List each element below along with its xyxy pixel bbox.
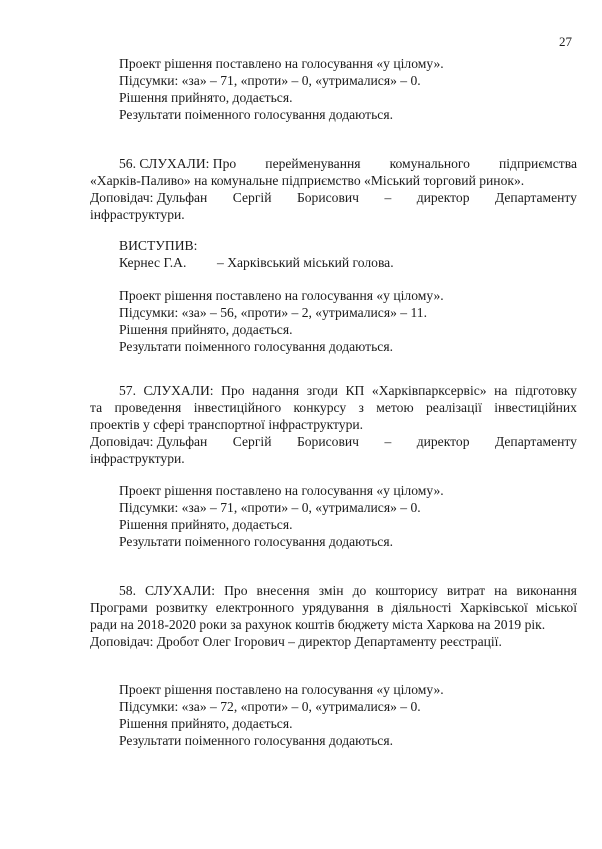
speaker-role: – Харківський міський голова.	[217, 255, 394, 270]
word: витрат	[446, 583, 486, 598]
word: 58.	[119, 583, 136, 598]
word: реалізації	[425, 400, 482, 415]
word: міської	[535, 600, 577, 615]
word: Про	[221, 383, 245, 398]
vote-line: Рішення прийнято, додається.	[119, 517, 293, 532]
word: директор	[416, 434, 470, 449]
vote-line: Проект рішення поставлено на голосування «у цілому».	[119, 56, 444, 71]
word: Доповідач: Дульфан	[90, 434, 208, 449]
word: в	[376, 600, 384, 615]
speaker-line	[90, 189, 577, 206]
vote-line: Підсумки: «за» – 71, «проти» – 0, «утрималися» – 0.	[119, 500, 421, 515]
word: Програми	[90, 600, 148, 615]
speaker-line	[90, 433, 577, 450]
vote-line: Підсумки: «за» – 56, «проти» – 2, «утрималися» – 11.	[119, 305, 427, 320]
vote-line: Рішення прийнято, додається.	[119, 90, 293, 105]
word: підприємства	[499, 156, 577, 171]
vote-line: Результати поіменного голосування додаються.	[119, 534, 393, 549]
word: Доповідач: Дульфан	[90, 190, 208, 205]
item-text-line	[90, 399, 577, 416]
vote-line: Проект рішення поставлено на голосування «у цілому».	[119, 288, 444, 303]
item-text-line: «Харків-Паливо» на комунальне підприємство «Міський торговий ринок».	[90, 173, 525, 188]
item-text-line: проектів у сфері транспортної інфраструктури.	[90, 417, 364, 432]
word: проведення	[114, 400, 182, 415]
page-number: 27	[559, 34, 572, 49]
word: надання	[252, 383, 300, 398]
item-heading-line	[119, 155, 577, 172]
item-heading-line	[119, 582, 577, 599]
word: виконання	[516, 583, 577, 598]
word: директор	[416, 190, 470, 205]
vote-line: Підсумки: «за» – 71, «проти» – 0, «утрималися» – 0.	[119, 73, 421, 88]
word: урядування	[302, 600, 369, 615]
word: Про	[224, 583, 248, 598]
word: Борисович	[296, 190, 359, 205]
vote-line: Рішення прийнято, додається.	[119, 322, 293, 337]
word: «Харківпарксервіс»	[371, 383, 487, 398]
vote-line: Результати поіменного голосування додаються.	[119, 107, 393, 122]
word: метою	[376, 400, 414, 415]
vote-line: Рішення прийнято, додається.	[119, 716, 293, 731]
word: інвестиційного	[193, 400, 282, 415]
word: СЛУХАЛИ:	[145, 583, 216, 598]
speaker-line: Доповідач: Дробот Олег Ігорович – директор Департаменту реєстрації.	[90, 634, 502, 649]
item-text-line: інфраструктури.	[90, 207, 185, 222]
word: згоди	[306, 383, 338, 398]
word: Департаменту	[494, 190, 577, 205]
word: СЛУХАЛИ:	[143, 383, 214, 398]
item-text-line: інфраструктури.	[90, 451, 185, 466]
word: перейменування	[265, 156, 361, 171]
speaker-name: Кернес Г.А.	[119, 255, 187, 270]
word: Сергій	[232, 434, 272, 449]
item-text-line: ради на 2018-2020 роки за рахунок коштів бюджету міста Харкова на 2019 рік.	[90, 617, 546, 632]
word: КП	[345, 383, 365, 398]
speech-title: ВИСТУПИВ:	[119, 238, 198, 253]
word: комунального	[389, 156, 470, 171]
word: на	[494, 583, 508, 598]
vote-line: Результати поіменного голосування додаються.	[119, 339, 393, 354]
item-heading-line	[119, 382, 577, 399]
vote-line: Проект рішення поставлено на голосування «у цілому».	[119, 483, 444, 498]
word: діяльності	[391, 600, 452, 615]
word: 57.	[119, 383, 136, 398]
word: інвестиційних	[494, 400, 577, 415]
word: Сергій	[232, 190, 272, 205]
word: Борисович	[296, 434, 359, 449]
word: та	[90, 400, 103, 415]
word: конкурсу	[293, 400, 347, 415]
vote-line: Підсумки: «за» – 72, «проти» – 0, «утрималися» – 0.	[119, 699, 421, 714]
word: підготовку	[514, 383, 577, 398]
word: електронного	[215, 600, 295, 615]
word: кошторису	[375, 583, 438, 598]
word: з	[358, 400, 364, 415]
word: розвитку	[155, 600, 208, 615]
word: Департаменту	[494, 434, 577, 449]
word: –	[384, 190, 392, 205]
word: на	[494, 383, 508, 398]
word: змін	[318, 583, 344, 598]
item-text-line	[90, 599, 577, 616]
vote-line: Проект рішення поставлено на голосування «у цілому».	[119, 682, 444, 697]
word: внесення	[256, 583, 310, 598]
vote-line: Результати поіменного голосування додаються.	[119, 733, 393, 748]
word: –	[384, 434, 392, 449]
word: 56. СЛУХАЛИ: Про	[119, 156, 237, 171]
speaker-entry	[119, 254, 577, 271]
word: Харківської	[459, 600, 528, 615]
word: до	[352, 583, 367, 598]
